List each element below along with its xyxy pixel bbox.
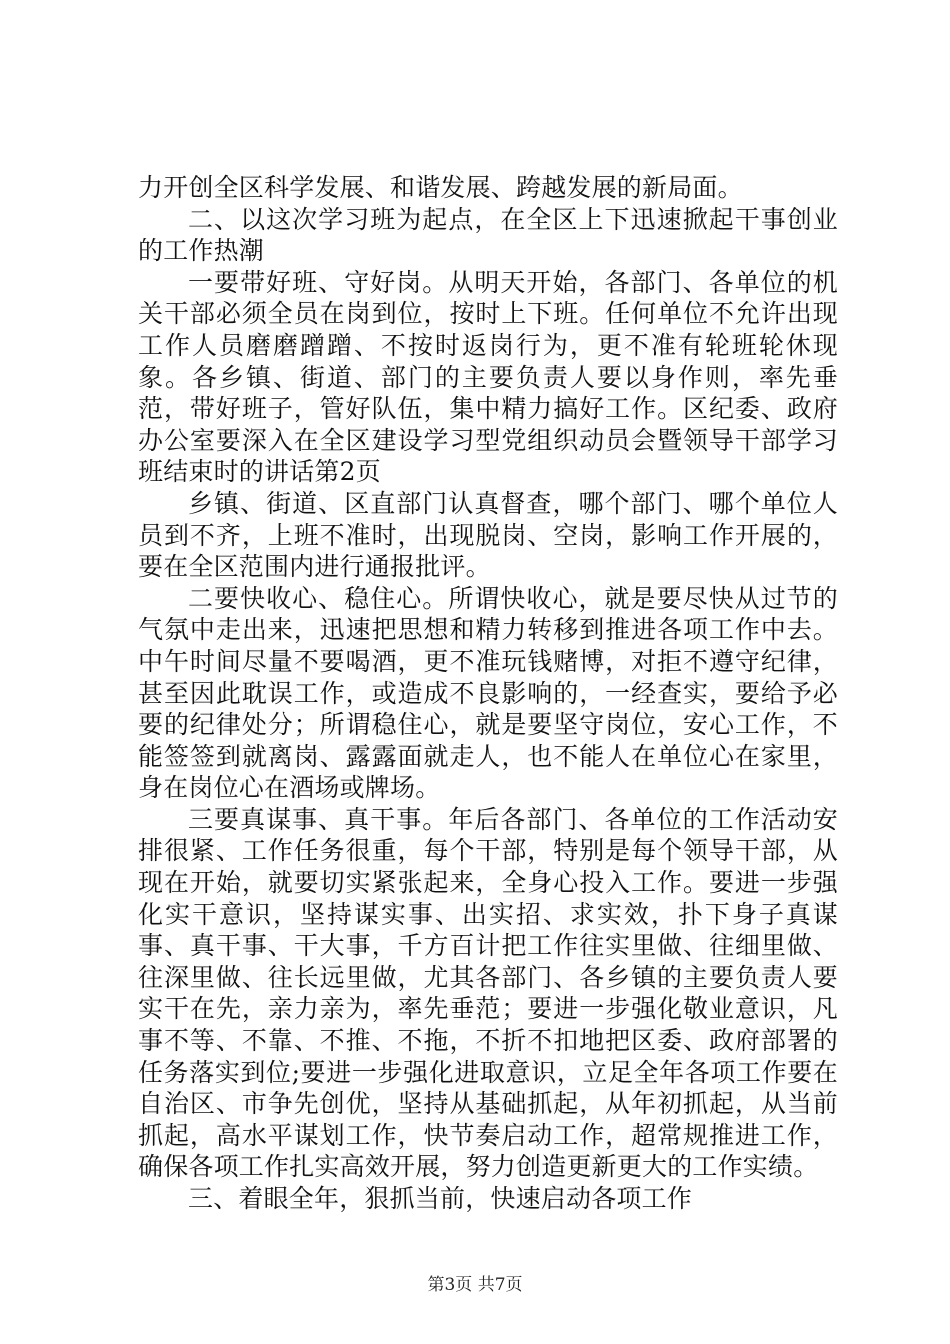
paragraph-item-2: 二要快收心、稳住心。所谓快收心，就是要尽快从过节的气氛中走出来，迅速把思想和精力转移到推进各项工作中去。中午时间尽量不要喝酒，更不准玩钱赌博，对拒不遵守纪律，甚至因此耽误工作，或造成不良影响的，一经查实，要给予必要的纪律处分；所谓稳住心，就是要坚守岗位，安心工作，不能签签到就离岗、露露面就走人，也不能人在单位心在家里，身在岗位心在酒场或牌场。	[138, 583, 838, 803]
section-heading-2: 二、以这次学习班为起点，在全区上下迅速掀起干事创业的工作热潮	[138, 204, 838, 266]
paragraph-item-3: 三要真谋事、真干事。年后各部门、各单位的工作活动安排很紧、工作任务很重，每个干部，特别是每个领导干部，从现在开始，就要切实紧张起来，全身心投入工作。要进一步强化实干意识，坚持谋实事、出实招、求实效，扑下身子真谋事、真干事、干大事，千方百计把工作往实里做、往细里做、往深里做、往长远里做，尤其各部门、各乡镇的主要负责人要实干在先，亲力亲为，率先垂范；要进一步强化敬业意识，凡事不等、不靠、不推、不拖，不折不扣地把区委、政府部署的任务落实到位;要进一步强化进取意识，立足全年各项工作要在自治区、市争先创优，坚持从基础抓起，从年初抓起，从当前抓起，高水平谋划工作，快节奏启动工作，超常规推进工作，确保各项工作扎实高效开展，努力创造更新更大的工作实绩。	[138, 804, 838, 1182]
paragraph-item-1-continued: 乡镇、街道、区直部门认真督查，哪个部门、哪个单位人员到不齐，上班不准时，出现脱岗、空岗，影响工作开展的，要在全区范围内进行通报批评。	[138, 488, 838, 582]
page-number-footer: 第3页 共7页	[427, 1275, 523, 1295]
paragraph-continuation: 力开创全区科学发展、和谐发展、跨越发展的新局面。	[138, 173, 743, 202]
section-heading-3: 三、着眼全年，狠抓当前，快速启动各项工作	[188, 1184, 693, 1213]
document-body	[138, 172, 838, 1215]
paragraph-item-1: 一要带好班、守好岗。从明天开始，各部门、各单位的机关干部必须全员在岗到位，按时上下班。任何单位不允许出现工作人员磨磨蹭蹭、不按时返岗行为，更不准有轮班轮休现象。各乡镇、街道、部门的主要负责人要以身作则，率先垂范，带好班子，管好队伍，集中精力搞好工作。区纪委、政府办公室要深入在全区建设学习型党组织动员会暨领导干部学习班结束时的讲话第2页	[138, 267, 838, 487]
